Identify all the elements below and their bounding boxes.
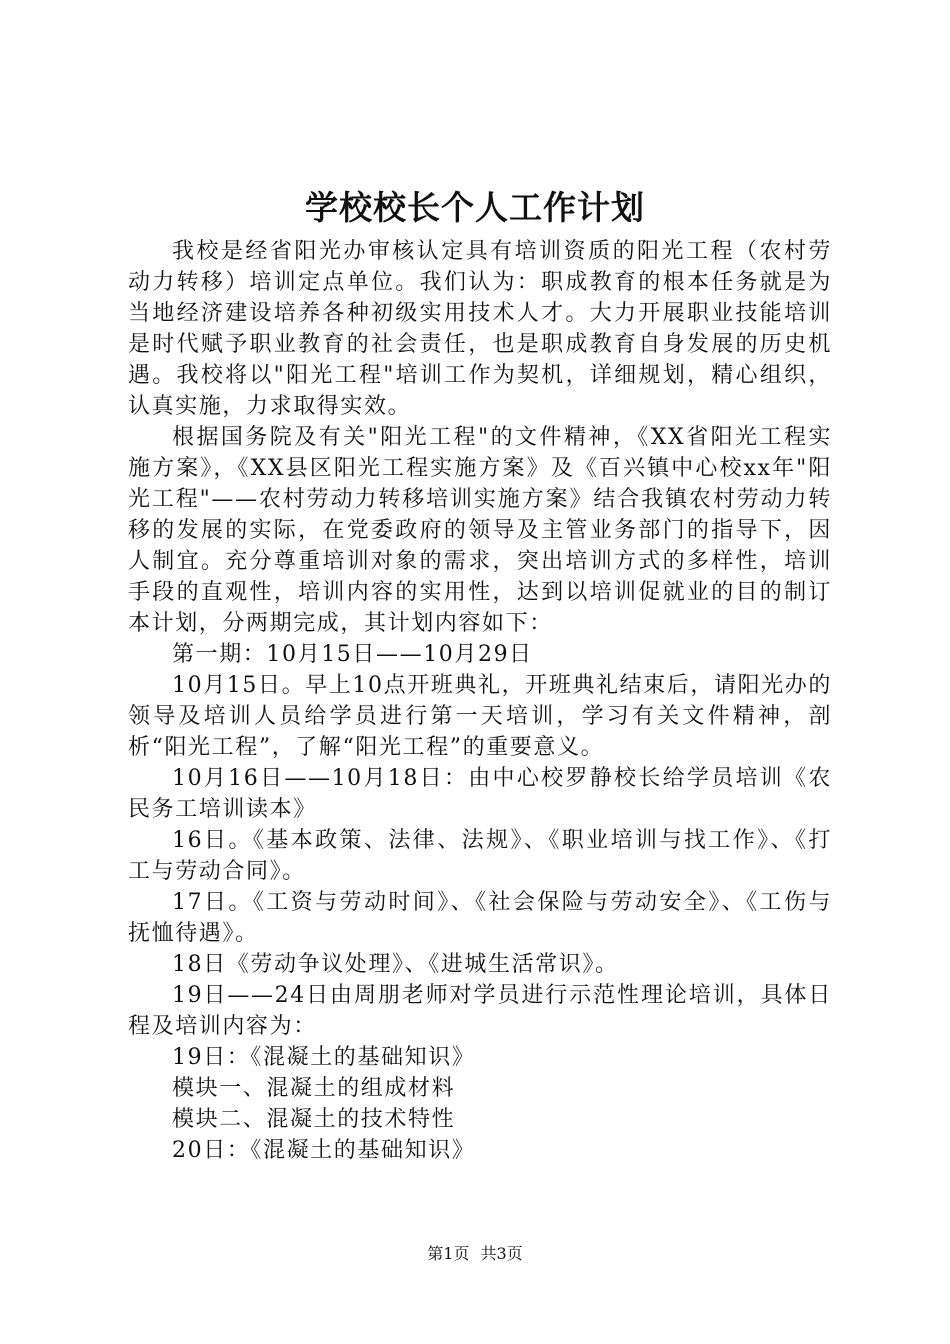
paragraph-intro: 我校是经省阳光办审核认定具有培训资质的阳光工程（农村劳动力转移）培训定点单位。我们认为：职成教育的根本任务就是为当地经济建设培养各种初级实用技术人才。大力开展职业技能培训是时代赋予职业教育的社会责任，也是职成教育自身发展的历史机遇。我校将以"阳光工程"培训工作为契机，详细规划，精心组织，认真实施，力求取得实效。: [128, 239, 832, 419]
paragraph-day-16: 16日。《基本政策、法律、法规》、《职业培训与找工作》、《打工与劳动合同》。: [128, 828, 832, 884]
paragraph-day-17: 17日。《工资与劳动时间》、《社会保险与劳动安全》、《工伤与抚恤待遇》。: [128, 890, 832, 946]
paragraph-day-19: 19日：《混凝土的基础知识》: [172, 1045, 476, 1070]
paragraph-phase-one: 第一期：10月15日——10月29日: [172, 642, 533, 667]
paragraph-module-two: 模块二、混凝土的技术特性: [172, 1107, 456, 1132]
paragraph-oct-16-18: 10月16日——10月18日：由中心校罗静校长给学员培训《农民务工培训读本》: [128, 766, 832, 822]
paragraph-day-20: 20日：《混凝土的基础知识》: [172, 1138, 476, 1163]
page-number: 第1页: [427, 1244, 470, 1263]
page-total: 共3页: [480, 1244, 523, 1263]
document-title: 学校校长个人工作计划: [305, 188, 645, 227]
paragraph-basis: 根据国务院及有关"阳光工程"的文件精神，《XX省阳光工程实施方案》，《XX县区阳光工程实施方案》及《百兴镇中心校xx年"阳光工程"——农村劳动力转移培训实施方案》结合我镇农村劳动力转移的发展的实际，在党委政府的领导及主管业务部门的指导下，因人制宜。充分尊重培训对象的需求，突出培训方式的多样性，培训手段的直观性，培训内容的实用性，达到以培训促就业的目的制订本计划，分两期完成，其计划内容如下：: [128, 425, 832, 636]
paragraph-oct-15: 10月15日。早上10点开班典礼，开班典礼结束后，请阳光办的领导及培训人员给学员进行第一天培训，学习有关文件精神，剖析“阳光工程”，了解“阳光工程”的重要意义。: [128, 673, 832, 760]
document-body: [128, 236, 832, 1166]
paragraph-module-one: 模块一、混凝土的组成材料: [172, 1076, 456, 1101]
paragraph-day-19-24: 19日——24日由周朋老师对学员进行示范性理论培训，具体日程及培训内容为：: [128, 983, 832, 1039]
paragraph-day-18: 18日《劳动争议处理》、《进城生活常识》。: [172, 952, 619, 977]
page-footer: [0, 1242, 950, 1266]
